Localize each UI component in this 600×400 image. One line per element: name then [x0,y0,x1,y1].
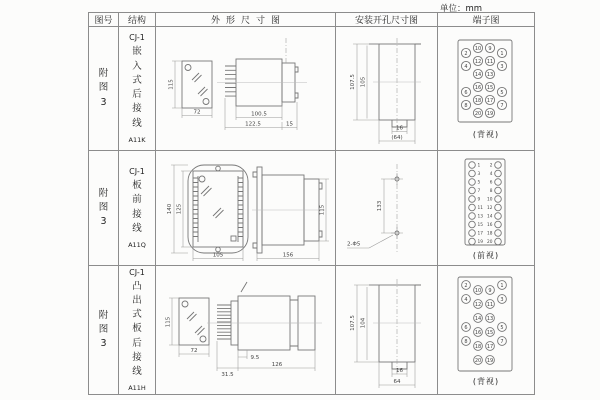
dim-label: 104 [360,317,366,329]
view-caption: (背视) [472,130,500,139]
svg-text:20: 20 [474,357,482,364]
svg-text:9: 9 [488,45,492,52]
header-outline: 外形尺寸图 [156,13,336,27]
svg-text:6: 6 [489,180,493,186]
svg-text:17: 17 [486,97,494,104]
terminal-grid [462,280,507,364]
svg-text:9: 9 [477,197,481,203]
svg-text:1: 1 [500,50,504,57]
svg-text:4: 4 [489,171,493,177]
figure-number: 附图3 [98,187,109,228]
svg-text:16: 16 [474,84,482,91]
svg-text:3: 3 [477,171,481,177]
unit-label: 单位：mm [440,4,483,14]
dim-label: 115 [165,316,171,328]
mounting-drawing [337,28,437,149]
svg-text:14: 14 [474,315,482,322]
relay-side-view [252,167,325,253]
dim-label: 105 [212,252,223,258]
svg-text:4: 4 [464,296,468,303]
svg-text:15: 15 [486,329,494,336]
structure-code: A11Q [128,241,146,249]
dim-label: 156 [282,252,293,258]
svg-text:1: 1 [477,163,481,169]
figure-number: 附图3 [98,68,109,108]
dim-label: 15 [285,121,293,128]
relay-side-view [217,38,307,106]
relay-front-view [182,61,212,108]
terminal-grid [469,161,502,244]
cutout-dimensions [350,285,415,388]
svg-text:4: 4 [464,63,468,70]
structure-code: A11K [128,135,146,144]
terminal-diagram-cell [438,27,535,151]
view-caption: (前视) [472,250,500,260]
header-mounting: 安装开孔尺寸图 [336,13,438,27]
model-label: CJ-1 [129,167,145,176]
svg-text:5: 5 [500,89,504,96]
svg-text:18: 18 [474,97,482,104]
svg-text:10: 10 [474,45,482,52]
hole-dimensions [347,179,395,248]
header-structure: 结构 [119,13,156,27]
outline-diagram-cell [156,27,336,151]
dim-label: 64 [393,379,400,385]
terminal-diagram-cell [438,266,535,395]
dim-label: 140 [166,203,173,214]
svg-text:17: 17 [477,231,483,237]
view-caption: (背视) [472,376,500,386]
svg-text:19: 19 [486,357,494,364]
relay-front-view [179,298,209,345]
outline-drawing [157,152,335,265]
figure-number-cell [89,266,119,395]
svg-text:3: 3 [500,63,504,70]
svg-text:5: 5 [477,180,481,186]
svg-text:2: 2 [464,50,468,57]
terminal-diagram-cell [438,151,535,266]
cutout-outline [369,279,421,374]
svg-text:14: 14 [474,71,482,78]
front-dimensions [165,298,209,357]
svg-text:15: 15 [486,84,494,91]
svg-text:11: 11 [486,301,494,308]
svg-text:7: 7 [477,188,481,194]
dim-label: 107.5 [349,315,356,331]
side-dimensions [217,341,315,378]
dim-label: 125 [176,203,182,214]
dim-label: 133 [376,200,383,211]
hole-spec-label: 2-Φ5 [346,241,360,247]
svg-text:2: 2 [489,163,493,169]
figure-number: 附图3 [98,309,109,350]
svg-text:7: 7 [500,338,504,345]
outline-diagram-cell [156,266,336,395]
svg-text:16: 16 [474,329,482,336]
svg-text:12: 12 [487,205,493,211]
svg-text:20: 20 [474,110,482,117]
svg-text:8: 8 [464,338,468,345]
dim-label: 72 [193,109,200,116]
svg-text:14: 14 [487,214,493,220]
svg-text:19: 19 [486,110,494,117]
dim-label: 31.5 [220,372,234,378]
svg-text:11: 11 [486,58,494,65]
dim-label: 16 [395,125,403,132]
structure-code: A11H [128,384,146,393]
svg-text:15: 15 [477,222,483,228]
side-dimensions [257,179,329,261]
outline-diagram-cell [156,151,336,266]
header-terminal: 端子图 [438,13,535,27]
figure-number-cell [89,151,119,266]
structure-cell [119,27,156,151]
svg-text:13: 13 [477,214,483,220]
figure-number-cell [89,27,119,151]
header-fig-no: 图号 [89,13,119,27]
relay-side-view [207,282,322,350]
svg-text:6: 6 [464,324,468,331]
svg-text:10: 10 [487,197,493,203]
svg-text:6: 6 [464,89,468,96]
svg-text:13: 13 [486,71,494,78]
svg-text:2: 2 [464,282,468,289]
model-label: CJ-1 [129,33,145,43]
mounting-diagram-cell [336,266,438,395]
dim-label: 105 [360,76,366,88]
svg-text:12: 12 [474,301,482,308]
dim-label: 16 [395,368,403,374]
svg-text:13: 13 [486,315,494,322]
dim-label: 115 [319,204,325,215]
terminal-drawing [438,156,534,248]
structure-name: 嵌入式后接线 [132,46,142,129]
svg-text:12: 12 [474,58,482,65]
svg-text:3: 3 [500,296,504,303]
svg-text:17: 17 [486,343,494,350]
model-label: CJ-1 [129,267,145,277]
dim-label: (64) [390,135,403,141]
svg-text:20: 20 [487,239,493,245]
terminal-drawing [438,37,534,127]
mounting-drawing [337,152,437,265]
cutout-dimensions [350,44,415,144]
svg-text:9: 9 [488,287,492,294]
structure-name: 板前接线 [132,180,142,234]
cutout-outline [369,38,421,132]
mounting-diagram-cell [336,27,438,151]
terminal-drawing [438,274,534,374]
dim-label: 126 [271,362,282,368]
structure-name: 凸出式板后接线 [132,280,142,378]
svg-text:8: 8 [489,188,493,194]
svg-text:1: 1 [500,282,504,289]
dim-label: 9.5 [250,355,259,361]
svg-text:11: 11 [477,205,483,211]
dim-label: 122.5 [244,121,261,128]
dim-label: 72 [190,348,197,354]
outline-drawing [157,28,335,149]
svg-text:19: 19 [477,239,483,245]
terminal-grid [461,43,506,117]
svg-text:18: 18 [487,231,493,237]
svg-text:18: 18 [474,343,482,350]
svg-text:8: 8 [464,102,468,109]
dim-label: 115 [168,79,174,90]
hole-layout [391,164,403,252]
structure-cell [119,266,156,395]
mounting-diagram-cell [336,151,438,266]
mounting-drawing [337,267,437,393]
dim-label: 100.5 [250,111,267,118]
dim-label: 107.5 [349,74,356,90]
svg-text:7: 7 [500,102,504,109]
spec-table [88,12,535,395]
structure-cell [119,151,156,266]
relay-front-view [188,165,248,253]
svg-text:5: 5 [500,324,504,331]
outline-drawing [157,267,335,393]
svg-text:16: 16 [487,222,493,228]
svg-text:10: 10 [474,287,482,294]
